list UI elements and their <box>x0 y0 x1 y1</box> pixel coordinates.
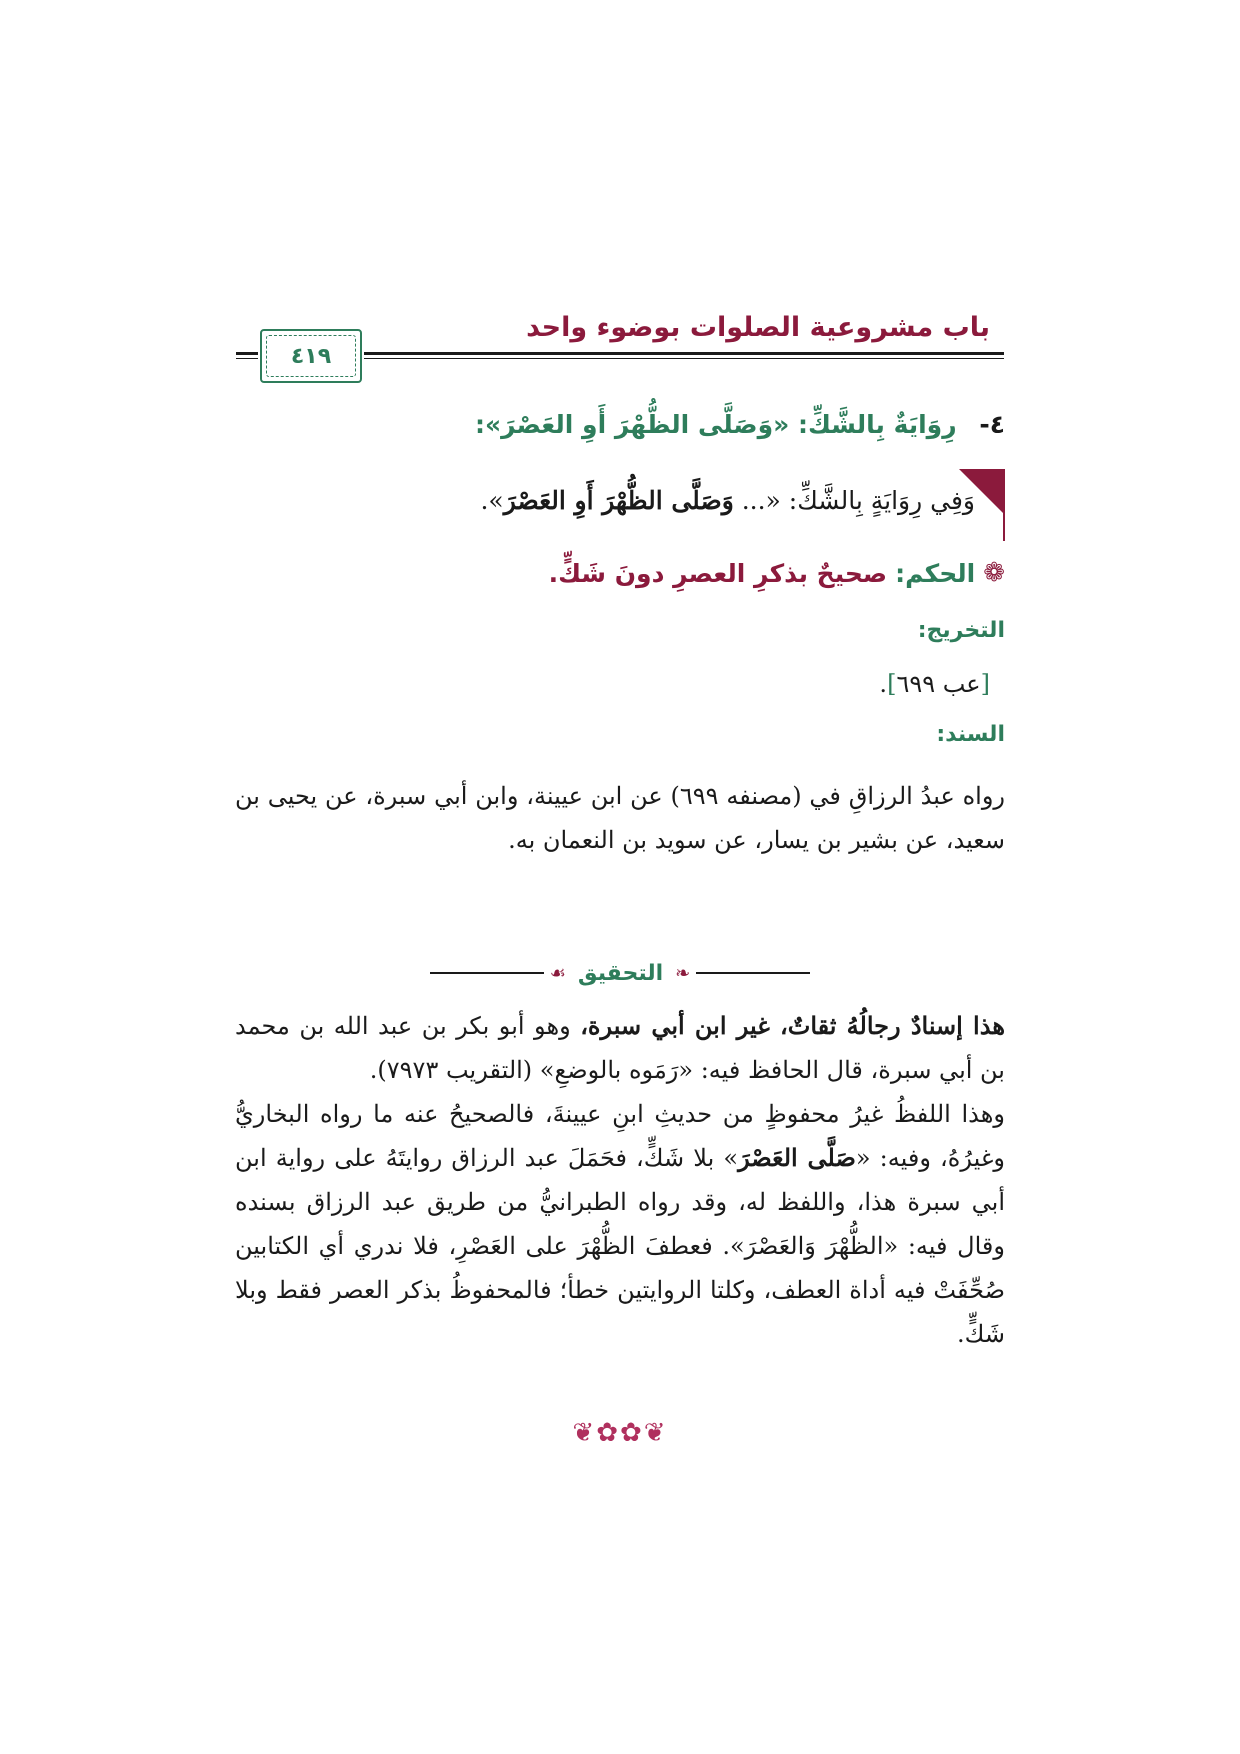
quote-side-line <box>1003 469 1005 541</box>
header-rule-right <box>364 352 1004 355</box>
header-rule-left-thin <box>236 358 258 359</box>
divider-ornament-right-icon: ❧ <box>675 962 691 984</box>
takhrij-label: التخريج: <box>917 618 1005 643</box>
reference-code: عب ٦٩٩ <box>896 670 981 698</box>
divider-line-left <box>430 972 544 974</box>
running-title: باب مشروعية الصلوات بوضوء واحد <box>526 312 990 343</box>
sanad-label: السند: <box>936 722 1005 747</box>
page-number-box <box>260 329 362 383</box>
divider-line-right <box>696 972 810 974</box>
ruling <box>549 558 1005 588</box>
reference-dot: . <box>879 670 888 698</box>
bracket-close: ] <box>887 670 897 698</box>
page-number: ٤١٩ <box>290 343 332 369</box>
section-divider <box>430 958 810 988</box>
tahqiq-p2-part1: وهذا اللفظُ غيرُ محفوظٍ من حديثِ ابنِ عيينةَ، فالصحيحُ عنه ما رواه البخاريُّ وغيرُهُ، وفيه: « <box>235 1100 1005 1172</box>
divider-label: التحقيق <box>577 960 664 986</box>
floral-ornament-icon: ❦✿✿❦ <box>572 1418 668 1448</box>
takhrij-reference <box>879 670 990 698</box>
tahqiq-paragraph-1 <box>235 1004 1005 1092</box>
section-heading <box>475 410 1005 439</box>
bracket-open: [ <box>980 670 990 698</box>
quote-tail: ». <box>480 486 504 515</box>
header-rule-right-thin <box>364 358 1004 359</box>
ruling-text: صحيحٌ بذكرِ العصرِ دونَ شَكٍّ. <box>548 558 888 588</box>
tahqiq-p1-bold: هذا إسنادٌ رجالُهُ ثقاتٌ، غير ابن أبي سبرة، <box>580 1011 1005 1040</box>
header-rule-left <box>236 352 258 355</box>
tahqiq-p2-part2: » بلا شَكٍّ، فحَمَلَ عبد الرزاق روايتَهُ على رواية ابن أبي سبرة هذا، واللفظ له، وقد رواه الطبرانيُّ من طريق عبد الرزاق بسنده وقال فيه: «الظُّهْرَ وَالعَصْرَ». فعطفَ الظُّهْرَ على العَصْرِ، فلا ندري أي الكتابين صُحِّفَتْ فيه أداة العطف، وكلتا الروايتين خطأ؛ فالمحفوظُ بذكر العصر فقط وبلا شَكٍّ. <box>235 1144 1005 1348</box>
quote-bold: وَصَلَّى الظُّهْرَ أَوِ العَصْرَ <box>503 486 734 515</box>
sanad-text: رواه عبدُ الرزاقِ في (مصنفه ٦٩٩) عن ابن عيينة، وابن أبي سبرة، عن يحيى بن سعيد، عن بشير بن يسار، عن سويد بن النعمان به. <box>235 782 1005 854</box>
tahqiq-paragraph-2 <box>235 1092 1005 1356</box>
tahqiq-p1-rest: وهو أبو بكر بن عبد الله بن محمد بن أبي سبرة، قال الحافظ فيه: «رَمَوه بالوضعِ» (التقريب ٧٩٧٣). <box>235 1012 1005 1084</box>
heading-title: رِوَايَةٌ بِالشَّكِّ: «وَصَلَّى الظُّهْرَ أَوِ العَصْرَ»: <box>474 410 957 439</box>
heading-number: ٤- <box>979 410 1005 439</box>
ruling-label: الحكم: <box>895 558 976 588</box>
divider-ornament-left-icon: ☙ <box>549 962 566 984</box>
hadith-quote <box>480 486 975 515</box>
quote-text: وَفِي رِوَايَةٍ بِالشَّكِّ: «... <box>733 486 975 515</box>
flower-icon: ❁ <box>983 558 1005 588</box>
tahqiq-p2-bold: صَلَّى العَصْرَ <box>738 1143 856 1172</box>
